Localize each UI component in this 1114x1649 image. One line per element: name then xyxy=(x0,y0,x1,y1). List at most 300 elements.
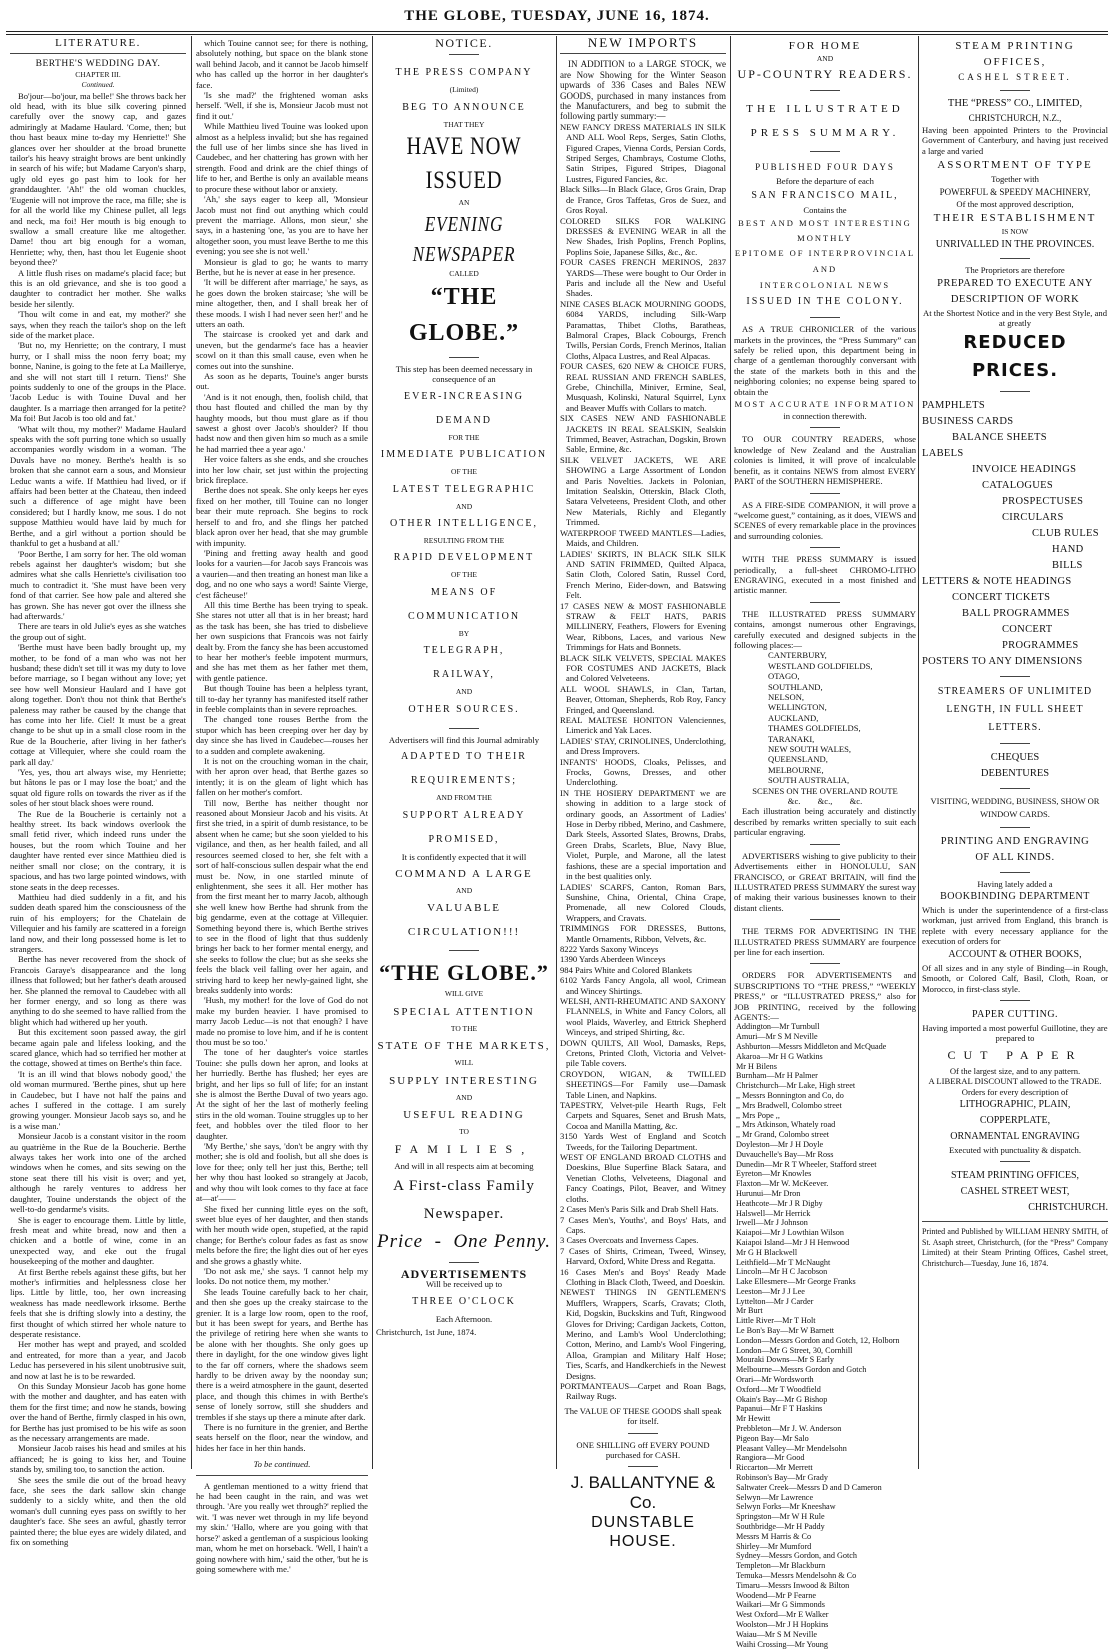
agent-item: Doyleston—Mr J H Doyle xyxy=(736,1139,824,1149)
unrivalled: UNRIVALLED IN THE PROVINCES. xyxy=(935,239,1095,251)
import-item: 8222 Yards Saxony Winceys xyxy=(560,943,659,954)
paragraph: Her mother has wept and prayed, and scolded and entreated, for more than a year, and Jacob Leduc has persevered in his silent unobtrusive suit, and now at last he is to be rewarded. xyxy=(10,1339,186,1381)
useful-reading: USEFUL READING xyxy=(403,1108,525,1121)
have-now-issued: HAVE NOW ISSUED xyxy=(406,133,522,195)
import-item: CROYDON, WIGAN, & TWILLED SHEETINGS—For Family use—Damask Table Linen, and Napkins. xyxy=(560,1068,726,1100)
printing-item: CLUB RULES xyxy=(1032,527,1099,539)
place-item: THAMES GOLDFIELDS, xyxy=(768,723,861,734)
will-label: WILL xyxy=(454,1058,474,1068)
import-item: IN THE HOSIERY DEPARTMENT we are showing in addition to a large stock of ordinary goods, an Assortment of Ladies' Hose in Derby ribbed, Merino, and Cashmere, Dark Steels, Assorted Slates, Browns, Drabs, Green Drabs, Scarlets, Blue, Navy Blue, Violet, Purple, and Marone, all the latest fashions, these are a special importation and in the best qualities only. xyxy=(560,787,726,882)
divider xyxy=(628,1466,658,1467)
appointed-text: Having been appointed Printers to the Provincial Government of Canterbury, and having just received a large and varied xyxy=(922,125,1108,156)
agent-item: Mr Hewitt xyxy=(736,1414,771,1424)
paragraph: She leads Touine carefully back to her chair, and then she goes up the creaky staircase to the grenier. It is a large low room, open to the roof, but it has been swept for years, and Berthe has the privilege of retiring here when she wants to be alone with her thoughts. She only goes up there in daylight, for the one window gives light to the far off corners, where the shadows seem hardly to be driven away by the noonday sun; there is a weird atmosphere in the gaunt, deserted place, and though this chimes in with Berthe's sense of lonely sorrow, still she shudders and trembles if she stays up there a minute after dark. xyxy=(196,1286,368,1422)
import-item: LADIES' SCARFS, Canton, Roman Bars, Sunshine, China, Oriental, China Crape, Promenade, all new Colored Clouds, Wrappers, and Cravats. xyxy=(560,881,726,923)
firm-name: J. BALLANTYNE & Co. xyxy=(570,1473,716,1513)
divider xyxy=(810,844,840,845)
agent-item: Heathcote—Mr J R Digby xyxy=(736,1198,823,1208)
scenes-overland: SCENES ON THE OVERLAND ROUTE xyxy=(752,785,898,796)
divider xyxy=(449,1262,479,1263)
agent-item: Mr G H Blackwell xyxy=(736,1247,798,1257)
and-label: AND xyxy=(455,1092,473,1102)
import-item: TRIMMINGS FOR DRESSES, Buttons, Mantle Ornaments, Ribbon, Velvets, &c. xyxy=(560,923,726,944)
for-the: FOR THE xyxy=(448,432,480,442)
monthly: MONTHLY xyxy=(797,233,853,244)
lately-added: Having lately added a xyxy=(977,878,1053,889)
divider xyxy=(810,317,840,318)
divider xyxy=(810,963,840,964)
to-the: TO THE xyxy=(450,1023,478,1033)
agent-item: Waikari—Mr G Simmonds xyxy=(736,1600,825,1610)
place-item: CANTERBURY, xyxy=(768,650,827,661)
globe-title: “THE GLOBE.” xyxy=(408,284,520,347)
paragraph: 'And is it not enough, then, foolish child, that thou hast flouted and chilled the man by thy haughty moods, but thou must glare as if thou sawest a ghost over Jacob's shoulder? If thou hadst now and then given him so much as a smile he had married thee a year ago.' xyxy=(196,391,368,454)
place-item: WELLINGTON, xyxy=(768,702,827,713)
agent-item: ,, Mr Grand, Colombo street xyxy=(736,1130,830,1140)
divider xyxy=(1000,676,1030,677)
divider xyxy=(810,493,840,494)
printing-item: POSTERS TO ANY DIMENSIONS xyxy=(922,655,1083,667)
largest-size: Of the largest size, and to any pattern. xyxy=(949,1065,1081,1076)
divider xyxy=(810,151,840,152)
divider xyxy=(810,90,840,91)
divider xyxy=(1000,1000,1030,1001)
their-establishment: THEIR ESTABLISHMENT xyxy=(933,212,1097,225)
import-item: 7 Cases of Shirts, Crimean, Tweed, Winsey, Harvard, Oxford, White Dress and Regatta. xyxy=(560,1245,726,1267)
paragraph: All this time Berthe has been trying to speak. She stares not utter all that is in her breast; hard as the task has been, she has tried to disbelieve her own suspicions that Francois was not fairly dealt by. From the fancy she has been accustomed to hear her mother's feeble impotent murmurs, and she has met them as her father met them, with gentle patience. xyxy=(196,599,368,683)
story-title: BERTHE'S WEDDING DAY. xyxy=(35,59,161,70)
printing-offices-column xyxy=(922,38,1108,1469)
divider xyxy=(810,547,840,548)
bookbinding-department: BOOKBINDING DEPARTMENT xyxy=(940,891,1090,903)
paragraph: Monsieur is glad to go; he wants to marry Berthe, but he is never at ease in her presence. xyxy=(196,256,368,277)
value-line: The VALUE OF THESE GOODS shall speak for itself. xyxy=(564,1405,722,1427)
means-of-communication: MEANS OF COMMUNICATION xyxy=(407,586,521,622)
place-item: SOUTHLAND, xyxy=(768,681,823,692)
paragraph: Bo'jour—bo'jour, ma belle!' She throws back her old head, with its blue silk covering pinned carefully over the snowy cap, and gazes admiringly at Madame Haulard. 'Come, then; but thou hast beaux mine to-day my Henriette!' She glances over her shoulder at the broad brunette tailor's his heavy straight brows are bent unkindly in search of his wife; but Madame Caryon's sharp, ugly old eyes go past him to look for her granddaughter. 'Ah!' the old woman chuckles, 'Eugenie will not improve the race, ma fille; she is for all the world like my Chinese pullet, all legs and neck, ma foi! Her mouth is big enough to swallow a small creature like me altogether. Dame! thou art big enough for a woman, Henriette; why, then, hast thou let Eugenie shoot beyond thee?' xyxy=(10,90,186,268)
each-afternoon: Each Afternoon. xyxy=(435,1313,493,1324)
divider xyxy=(1000,872,1030,873)
orders-text: ORDERS FOR ADVERTISEMENTS and SUBSCRIPTIONS TO “THE PRESS,” “WEEKLY PRESS,” or “ILLUSTRATED PRESS,” also for JOB PRINTING, received by the following AGENTS:— xyxy=(734,970,916,1022)
place-item: OTAGO, xyxy=(768,671,800,682)
advertisements-heading: ADVERTISEMENTS xyxy=(400,1266,528,1281)
paragraph: But though Touine has been a helpless tyrant, till to-day her tyranny has manifested itself rather in feeble complaints than in severe reproaches. xyxy=(196,683,368,714)
agent-item: Mr H Bilens xyxy=(736,1061,777,1071)
best-and-most: BEST AND MOST INTERESTING xyxy=(738,218,912,229)
first-class-family: A First-class Family Newspaper. xyxy=(393,1177,535,1222)
column-divider xyxy=(918,36,919,1469)
story-continuation-column xyxy=(196,38,368,1574)
agent-item: Riccarton—Mr Merrett xyxy=(736,1463,813,1473)
advertisers-text: Advertisers will find this Journal admirably xyxy=(388,734,540,745)
notice-heading: NOTICE. xyxy=(435,36,493,50)
for-home: FOR HOME xyxy=(788,40,862,52)
import-item: Black Silks—In Black Glace, Gros Grain, Drap de France, Gros Taffetas, Gros de Suez, and Gros Royal. xyxy=(560,184,726,216)
divider xyxy=(922,1221,1108,1222)
new-imports-heading: NEW IMPORTS xyxy=(587,35,699,50)
places-list xyxy=(734,650,916,785)
import-item: DOWN QUILTS, All Wool, Damasks, Reps, Cretons, Printed Cloth, Victoria and Velvet-pile Table covers. xyxy=(560,1037,726,1069)
continued-label: Continued. xyxy=(81,80,115,90)
paragraph: Monsieur Jacob is a constant visitor in the room au quatrième in the Rue de la Boucherie. Berthe always takes her work into one of the arched windows when he comes, and sits sewing on the stone seat there till his visit is over; and yet, although he rarely ventures to address her daughter, Touine understands the object of the well-to-do gendarme's visits. xyxy=(10,1131,186,1215)
paragraph: 'But no, my Henriette; on the contrary, I must hurry, or I shall miss the noon ferry boat; my bonne, Nanine, is going to the fete at La Maillerye, and she will not start till I return. Tiens!' She points suddenly to one of the groups in the Place. 'Jacob Leduc is with Touine Duval and her daughter. Is a marriage then arranged for la petite? Ma foi! But Jacob is too old and fat.' xyxy=(10,340,186,424)
paragraph: The Rue de la Boucherie is certainly not a healthy street. Its back windows overlook the small fetid river, which indeed runs under the houses, but the room which Touine and her daughter have rented ever since Matthieu died is neither small nor close; on the contrary, it is spacious, and has two large pointed windows, with stone seats in the deep recesses. xyxy=(10,808,186,892)
place-item: SOUTH AUSTRALIA, xyxy=(768,775,850,786)
support-promised: SUPPORT ALREADY PROMISED, xyxy=(402,809,526,845)
paragraph: Till now, Berthe has neither thought nor reasoned about Monsieur Jacob and his visits. At first she tried, in a spirit of dumb resistance, to be absent when he came; but she soon yielded to his vigilance, and then, as her health failed, and all resources seemed closed to her, she felt with a sort of half-conscious sullen despair what the end must be. Now, in one startled minute of enlightenment, she sees it all. Her mother has from the first meant her to marry Jacob, although she well knew how Berthe had shrunk from the big gendarme, even at the cottage at Villequier. Something beyond there is, which Berthe strives to see in the flood of light that thus suddenly brings her back to her former mental energy, and she seeks to follow the clue; but as she seeks she feels the black veil falling over her again, and striving hard to keep her newly-gained light, she breaks suddenly into words: xyxy=(196,797,368,995)
column-divider xyxy=(556,36,557,1469)
expected-text: It is confidently expected that it will xyxy=(401,851,527,862)
agents-list xyxy=(734,1022,916,1649)
agent-item: Kaiapoi—Mr J Lowthian Wilson xyxy=(736,1228,844,1238)
paragraph: The staircase is crooked yet and dark and uneven, but the gendarme's face has a heavier scowl on it than this small cause, even when he comes out into the sunshine. xyxy=(196,329,368,371)
agent-item: ,, Mrs Atkinson, Whately road xyxy=(736,1120,836,1130)
of-the: OF THE xyxy=(451,570,477,580)
steam-printing-offices: STEAM PRINTING OFFICES, xyxy=(955,40,1075,68)
state-of-markets: STATE OF THE MARKETS, xyxy=(377,1040,551,1053)
most-accurate: MOST ACCURATE INFORMATION xyxy=(734,399,916,410)
agent-item: Lyttelton—Mr J Carder xyxy=(736,1296,814,1306)
agent-item: Pigeon Bay—Mr Salo xyxy=(736,1433,809,1443)
published-four-days: PUBLISHED FOUR DAYS xyxy=(755,162,895,173)
import-item: WELSH, ANTI-RHEUMATIC AND SAXONY FLANNELS, in White and Fancy Colors, all wool Plaids, Waverley, and Ettrick Shepherd Winceys, and striped Shirting, &c. xyxy=(560,995,726,1038)
import-item: NEWEST THINGS IN GENTLEMEN'S Mufflers, Wrappers, Scarfs, Cravats; Cloth, Kid, Dogskin, Buckskins and Tuft, Ringwood Gloves for Driving; Cardigan Jackets, Cotton, Merino, and Lamb's Wool Underclothing; Cotton, Merino, and Lamb's Wool Fingering, Alloa, Grampian and Military Half Hose; Ties, Scarfs, and Handkerchiefs in the Newest Designs. xyxy=(560,1287,726,1381)
steam-printing-offices: STEAM PRINTING OFFICES, xyxy=(950,1170,1080,1182)
divider xyxy=(1000,391,1030,392)
paragraph: She fixed her cunning little eyes on the soft, sweet blue eyes of her daughter, and then stands with her mouth wide open, stupefied, at the rapid change; for Berthe's colour fades as fast as snow melts before the fire; the light dies out of her eyes and she grows a ghastly white. xyxy=(196,1203,368,1266)
agent-item: Melbourne—Messrs Gordon and Gotch xyxy=(736,1365,867,1375)
place-item: WESTLAND GOLDFIELDS, xyxy=(768,660,873,671)
agent-item: Waiau—Mr S M Neville xyxy=(736,1629,817,1639)
paragraph: 'Do not ask me,' she says. 'I cannot help my looks. Do not notice them, my mother.' xyxy=(196,1265,368,1287)
together-with: Together with xyxy=(991,174,1039,185)
called-label: CALLED xyxy=(449,268,479,278)
import-item: WATERPROOF TWEED MANTLES—Ladies, Maids, and Children. xyxy=(560,527,726,549)
divider xyxy=(449,357,479,358)
firm-house: DUNSTABLE HOUSE. xyxy=(591,1514,695,1551)
and-from-the: AND FROM THE xyxy=(436,793,492,803)
column-divider xyxy=(191,36,192,1469)
to-label: TO xyxy=(459,1126,469,1136)
printing-engraving: PRINTING AND ENGRAVING xyxy=(940,835,1090,847)
paragraph: 'Poor Berthe, I am sorry for her. The old woman rebels against her daughter's wisdom; but she admires what she calls Henriette's civilisation too much to contradict it. 'She must have been very fond of that carrier. See how pale and altered she has grown. She has never got over the illness she had afterwards.' xyxy=(10,548,186,621)
paragraph: 'Thou wilt come in and eat, my mother?' she says, when they reach the tailor's shop on the left side of the market place. xyxy=(10,309,186,340)
ornamental-engraving: ORNAMENTAL ENGRAVING xyxy=(950,1130,1080,1142)
press-company: THE “PRESS” CO., LIMITED, xyxy=(947,98,1083,109)
advertisers-text: ADVERTISERS wishing to give publicity to their Advertisements either in HONOLULU, SAN FRANCISCO, or GREAT BRITAIN, will find the ILLUSTRATED PRESS SUMMARY the surest way of making their various businesses known to their distant clients. xyxy=(734,850,916,913)
divider xyxy=(1000,743,1030,744)
import-item: BLACK SILK VELVETS, SPECIAL MAKES FOR COSTUMES AND JACKETS, Black and Colored Velveteens. xyxy=(560,652,726,684)
announce-line: BEG TO ANNOUNCE xyxy=(402,101,526,113)
rapid-development: RAPID DEVELOPMENT xyxy=(393,552,535,564)
paragraph: As soon as he departs, Touine's anger bursts out. xyxy=(196,371,368,392)
command-large: COMMAND A LARGE xyxy=(395,867,533,880)
and-label: AND xyxy=(816,54,834,63)
paragraph: 'What wilt thou, my mother?' Madame Haulard speaks with the soft purring tone which so usually accompanies wordly wisdom in a woman. 'The Duvals have no money. Berthe's health is so broken that she cannot earn a sous, and Monsieur Leduc wants a wife. If Matthieu had lived, or if affairs had been better at the Chateau, then indeed such a difference of age might have been considered; but I hardly know, me sous. I do not suppose Matthieu would have laid by much for Berthe, and a girl without a portion should be thankful to get a husband at all.' xyxy=(10,423,186,549)
paragraph: On this Sunday Monsieur Jacob has gone home with the mother and daughter, and has eaten with them for the first time; and now he stands, bowing over the hand of Berthe, firmly clasped in his own, for Berthe has just promised to be his wife as soon as the necessary arrangements are made. xyxy=(10,1381,186,1444)
import-item: 2 Cases Men's Paris Silk and Drab Shell Hats. xyxy=(560,1204,719,1215)
agent-item: Dunedin—Mr R T Wheeler, Stafford street xyxy=(736,1159,877,1169)
agent-item: Saltwater Creek—Messrs D and D Cameron xyxy=(736,1482,882,1492)
paragraph: 'It is an ill wind that blows nobody good,' the old woman murmured. 'Berthe pines, shut up here in Caudebec, but I have not half the pains and aches I suffered in the cottage. I am surely growing younger. Monsieur Jacob says so, and he is a wise man.' xyxy=(10,1068,186,1131)
before-departure: Before the departure of each xyxy=(776,176,874,187)
agent-item: Halswell—Mr Herrick xyxy=(736,1208,811,1218)
printing-item: HAND BILLS xyxy=(1052,543,1084,571)
and-label: AND xyxy=(455,687,473,697)
up-country-readers: UP-COUNTRY READERS. xyxy=(737,67,913,82)
story-body xyxy=(196,38,368,1453)
that-they: THAT THEY xyxy=(443,119,485,129)
agent-item: Le Bon's Bay—Mr W Barnett xyxy=(736,1326,835,1336)
divider xyxy=(1000,90,1030,91)
import-item: 17 CASES NEW & MOST FASHIONABLE STRAW & FELT HATS, PARIS MILLINERY, Feathers, Flowers for Evening Wear, Ribbons, Laces, and various New Trimmings for Hats and Bonnets. xyxy=(560,600,726,653)
paper-cutting: PAPER CUTTING. xyxy=(971,1008,1059,1020)
agent-item: Prebbleton—Mr J. W. Anderson xyxy=(736,1424,842,1434)
copperplate: COPPERPLATE, xyxy=(979,1114,1051,1126)
agent-item: Rangiora—Mr Good xyxy=(736,1453,805,1463)
import-item: ALL WOOL SHAWLS, in Clan, Tartan, Beaver, Ottoman, Shepherds, Rob Roy, Fancy Fringed, and Queensland. xyxy=(560,683,726,715)
and-label: AND xyxy=(455,501,473,511)
import-item: NEW FANCY DRESS MATERIALS IN SILK AND ALL Wool Reps, Serges, Satin Cloths, Figured Crapes, Vienna Cords, Persian Cords, Striped Serges, Chambrays, Costume Cloths, Satin Stripes, Figured Stripes, Diagonal Lustres, Figured Fancies, &c. xyxy=(560,121,726,184)
agent-item: Temuka—Messrs Mendelsohn & Co xyxy=(736,1571,857,1580)
valuable-circulation: VALUABLE CIRCULATION!!! xyxy=(407,902,521,939)
price-line: Price - One Penny. xyxy=(376,1230,552,1252)
paragraph: Berthe does not speak. She only keeps her eyes fixed on her mother, till Touine can no longer bear their mute reproach. She begins to rock herself to and fro, and she flings her patched black apron over her head, that she may grumble with impunity. xyxy=(196,485,368,548)
printing-item: LETTERS & NOTE HEADINGS xyxy=(922,575,1072,587)
executed-punctuality: Executed with punctuality & dispatch. xyxy=(949,1144,1081,1155)
will-give: WILL GIVE xyxy=(444,989,484,999)
liberal-discount: A LIBERAL DISCOUNT allowed to the TRADE. xyxy=(928,1076,1102,1087)
agent-item: Leithfield—Mr T McNaught xyxy=(736,1257,831,1267)
agent-item: Kaiapoi Island—Mr J H Henwood xyxy=(736,1237,850,1247)
paragraph: 'My Berthe,' she says, 'don't be angry with thy mother; she is old and foolish, but all she does is love for thee; only tell her just this, Berthe; tell her why thou hast looked so strangely at Jacob, and why thou wilt look comes to thy face at face at—at'—— xyxy=(196,1141,368,1204)
literature-column xyxy=(10,37,186,1548)
is-now: IS NOW xyxy=(1001,227,1029,237)
printing-item: CONCERT PROGRAMMES xyxy=(1002,623,1079,651)
imports-list xyxy=(560,122,726,1402)
received-text: Will be received up to xyxy=(425,1279,502,1290)
paragraph: 'Pining and fretting away health and good looks for a vaurien—for Jacob says Francois was a vaurien—and then treating an honest man like a dog, and no one who says a word! Sainte Vierge, c'est fâcheuse!' xyxy=(196,547,368,600)
issued-in-colony: ISSUED IN THE COLONY. xyxy=(746,296,904,308)
paragraph: There are tears in old Julie's eyes as she watches the group out of sight. xyxy=(10,621,186,642)
import-item: LADIES' SKIRTS, IN BLACK SILK SILK AND SATIN FRIMMED, Quilted Alpaca, Satin Cloth, Colored Satin, Russel Cord, French Merino, Eider-down, and Batswing Felt. xyxy=(560,548,726,601)
agent-item: Leeston—Mr J J Lee xyxy=(736,1286,805,1296)
printing-item: LABELS xyxy=(922,447,964,459)
divider xyxy=(196,1475,368,1476)
agent-item: Akaroa—Mr H G Watkins xyxy=(736,1051,823,1061)
import-item: FOUR CASES FRENCH MERINOS, 2837 YARDS—These were bought to Our Order in Paris and include all the New and Useful Shades. xyxy=(560,257,726,299)
imports-intro: IN ADDITION to a LARGE STOCK, we are Now Showing for the Winter Season upwards of 336 Cases and Bales NEW GOODS, purchased in many instances from the Manufacturers, and beg to submit the following partly summary:— xyxy=(560,59,726,122)
proprietors-text: The Proprietors are therefore xyxy=(965,265,1065,276)
agent-item: Sydney—Messrs Gordon, and Gotch xyxy=(736,1551,857,1561)
printing-item: CONCERT TICKETS xyxy=(952,591,1051,603)
new-imports-column xyxy=(560,35,726,1551)
notice-column xyxy=(376,38,552,1469)
an-label: AN xyxy=(458,198,470,208)
press-summary-column xyxy=(734,38,916,1649)
agent-item: ,, Mrs Pope ,, xyxy=(736,1110,780,1120)
printing-item: BALL PROGRAMMES xyxy=(962,607,1070,619)
paragraph: Berthe has never recovered from the shock of Francois Garaye's disappearance and the long illness that followed; but her father's death aroused her. She planned the removal to Caudebec with all her former energy, and so long as there was anything to do she seemed to have rallied from the blight which had withered up her youth. xyxy=(10,954,186,1027)
paragraph: 'It will be different after marriage,' he says, as he goes down the broken staircase; 'she will be mine altogether, then, and I shall break her of these moods. I wish I had never seen her!' and he utters an oath. xyxy=(196,277,368,329)
adapted-requirements: ADAPTED TO THEIR REQUIREMENTS; xyxy=(401,751,527,787)
step-text: This step has been deemed necessary in consequence of an xyxy=(395,364,533,385)
import-item: LADIES' STAY, CRINOLINES, Underclothing, and Dress Improvers. xyxy=(560,735,726,757)
agent-item: Robinson's Bay—Mr Grady xyxy=(736,1473,828,1483)
agent-item: Eyreton—Mr Knowles xyxy=(736,1169,812,1179)
column-divider xyxy=(730,36,731,1469)
resulting-from: RESULTING FROM THE xyxy=(423,536,505,546)
paragraph: The tone of her daughter's voice startles Touine: she pulls down her apron, and looks at her hurriedly. Berthe has flushed; her eyes are bright, and her lips so full of life; for an instant she is almost the Berthe Duval of two years ago. At the sight of her the last of motherly feeling stirs in the old woman. Touine struggles up to her feet, and hobbles over the tiled floor to her daughter. xyxy=(196,1047,368,1141)
divider xyxy=(10,53,186,54)
of-the: OF THE xyxy=(451,467,477,477)
paragraph: which Touine cannot see; for there is nothing, absolutely nothing, but space on the blank stone wall behind Jacob, and it cannot be Jacob himself who has called up the horror in her daughter's face. xyxy=(196,38,368,90)
description-of-work: DESCRIPTION OF WORK xyxy=(950,293,1080,305)
orders-every: Orders for every description of xyxy=(961,1086,1069,1097)
agent-item: Ashburton—Messrs Middleton and McQuade xyxy=(736,1041,887,1051)
agent-item: Woolston—Mr J H Hopkins xyxy=(736,1619,829,1629)
printing-item: INVOICE HEADINGS xyxy=(972,463,1077,475)
become-text: And will in all respects aim at becoming xyxy=(394,1161,534,1172)
paragraph: Her voice falters as she ends, and she crouches into her low chair, set just within the projecting brick fireplace. xyxy=(196,454,368,486)
san-francisco-mail: SAN FRANCISCO MAIL, xyxy=(751,189,899,201)
agent-item: Shirley—Mr Mumford xyxy=(736,1541,812,1551)
import-item: 984 Pairs White and Colored Blankets xyxy=(560,964,692,975)
limited-label: (Limited) xyxy=(449,85,479,95)
agent-item: Pleasant Valley—Mr Mendelsohn xyxy=(736,1443,847,1453)
paragraph: Matthieu had died suddenly in a fit, and his sudden death spared him the consciousness of the ruin of his employers; for the Chatelain de Villequier and his family are scattered in a foreign land now, and their long possessed home is let to strangers. xyxy=(10,891,186,954)
agent-item: Papanui—Mr F T Haskins xyxy=(736,1404,823,1414)
place-item: MELBOURNE, xyxy=(768,764,824,775)
divider xyxy=(810,919,840,920)
railway: RAILWAY, xyxy=(433,669,495,681)
paragraph: She is eager to encourage them. Little by little, fresh meat and white bread, now and then a chicken and a bottle of wine, come in an unexpected way, and eke out the frugal housekeeping of the mother and daughter. xyxy=(10,1214,186,1267)
agent-item: London—Messrs Gordon and Gotch, 12, Holborn xyxy=(736,1335,900,1345)
paragraph: It is not on the crouching woman in the chair, with her apron over head, that Berthe gazes so intently; it is on the gleam of light which has fallen on her mother's comfort. xyxy=(196,756,368,798)
place-item: QUEENSLAND, xyxy=(768,754,828,765)
import-item: REAL MALTESE HONITON Valenciennes, Limerick and Yak Laces. xyxy=(560,715,726,736)
divider xyxy=(1000,258,1030,259)
christchurch: CHRISTCHURCH. xyxy=(1028,1202,1108,1214)
agent-item: Selwyn Forks—Mr Kneeshaw xyxy=(736,1502,836,1512)
illustration-text: Each illustration being accurately and distinctly described by remarks written specially to suit each particular engraving. xyxy=(734,806,916,838)
agent-item: Hurunui—Mr Dron xyxy=(736,1188,801,1198)
account-books: ACCOUNT & OTHER BOOKS, xyxy=(948,948,1082,960)
cashel-street: CASHEL STREET. xyxy=(958,72,1072,82)
printing-item: CATALOGUES xyxy=(982,479,1053,491)
terms-text: THE TERMS FOR ADVERTISING IN THE ILLUSTRATED PRESS SUMMARY are fourpence per line for each insertion. xyxy=(734,926,916,957)
all-kinds: OF ALL KINDS. xyxy=(975,851,1055,863)
import-item: 3 Cases Overcoats and Inverness Capes. xyxy=(560,1235,699,1246)
import-item: 1390 Yards Aberdeen Winceys xyxy=(560,954,666,965)
contains-the: Contains the xyxy=(803,204,847,215)
by-label: BY xyxy=(458,628,470,638)
divider xyxy=(628,1433,658,1434)
agent-item: West Oxford—Mr E Walker xyxy=(736,1610,829,1620)
machinery: POWERFUL & SPEEDY MACHINERY, xyxy=(939,186,1091,197)
agent-item: Burnham—Mr H Palmer xyxy=(736,1071,818,1081)
masthead-rule xyxy=(6,31,1108,35)
chromo-text: WITH THE PRESS SUMMARY is issued periodically, a full-sheet CHROMO-LITHO ENGRAVING, executed in a most finished and artistic manner. xyxy=(734,554,916,596)
import-item: SIX CASES NEW AND FASHIONABLE JACKETS IN REAL SEALSKIN, Sealskin Trimmed, Beaver, Astrachan, Dogskin, Brown Sable, Ermine, &c. xyxy=(560,413,726,455)
intercolonial-news: INTERCOLONIAL NEWS xyxy=(759,280,891,291)
evening-newspaper: EVENING NEWSPAPER xyxy=(412,211,516,266)
chronicler-text: AS A TRUE CHRONICLER of the various markets in the provinces, the “Press Summary” can safely be relied upon, this department being in charge of a gentleman thoroughly conversant with the state of the markets both in this and the neighboring colonies; no expense being spared to obtain the xyxy=(734,324,916,397)
chapter-label: CHAPTER III. xyxy=(75,69,121,79)
dateline: Christchurch, 1st June, 1874. xyxy=(376,1326,477,1337)
divider xyxy=(810,602,840,603)
debentures: DEBENTURES xyxy=(980,767,1050,779)
printing-items xyxy=(922,398,1108,670)
reduced-prices: REDUCED PRICES. xyxy=(963,331,1067,381)
christchurch-nz: CHRISTCHURCH, N.Z., xyxy=(968,113,1062,123)
epitome: EPITOME OF INTERPROVINCIAL AND xyxy=(734,248,916,275)
cashel-street-west: CASHEL STREET WEST, xyxy=(960,1186,1070,1198)
agent-item: Selwyn—Mr Lawrence xyxy=(736,1492,814,1502)
telegraph: TELEGRAPH, xyxy=(423,645,505,657)
cut-paper: CUT PAPER xyxy=(947,1047,1083,1062)
special-attention: SPECIAL ATTENTION xyxy=(393,1005,535,1018)
place-item: TARANAKI, xyxy=(768,733,815,744)
column-divider xyxy=(372,36,373,1469)
import-item: 6102 Yards Fancy Angola, all wool, Crimean and Wincey Shirtings. xyxy=(560,975,726,996)
latest-telegraphic: LATEST TELEGRAPHIC xyxy=(392,483,536,495)
agent-item: Amuri—Mr S M Neville xyxy=(736,1032,818,1042)
visiting-cards: VISITING, WEDDING, BUSINESS, SHOW OR WINDOW CARDS. xyxy=(930,795,1100,819)
lithographic: LITHOGRAPHIC, PLAIN, xyxy=(959,1098,1071,1110)
paragraph: 'Berthe must have been badly brought up, my mother, to be fond of a man who was not her husband; these didn't set till it was my duty to love before marriage, so I began without any love; yet see how well Monsieur Haulard and I have got along together. Don't thou not think that Berthe's paleness may rather be caused by the change that has come into her life. Ciel! It must be a great change to be shut up in a small close room in the Rue de la Boucherie, after living in her father's cottage at Villequier, where she could roam the park all day.' xyxy=(10,642,186,767)
place-item: AUCKLAND, xyxy=(768,712,819,723)
agent-item: London—Mr G Street, 30, Cornhill xyxy=(736,1345,853,1355)
other-sources: OTHER SOURCES. xyxy=(408,703,520,715)
anecdote: A gentleman mentioned to a witty friend that he had been caught in the rain, and was wet through. 'Are you really wet through?' replied the wit. 'I was never wet through in my life beyond my skin.' 'Hallo, where are you going with that horse?' asked a gentleman of a suspicious looking man, whom he met on horseback. 'Well, I hain't a going nowhere with him,' said the other, 'but he is going somewhere with me.' xyxy=(196,1480,368,1574)
agent-item: Okain's Bay—Mr G Bishop xyxy=(736,1394,828,1404)
agent-item: Christchurch—Mr Lake, High street xyxy=(736,1081,856,1091)
company-name: THE PRESS COMPANY xyxy=(395,67,533,79)
agent-item: Lake Ellesmere—Mr George Franks xyxy=(736,1277,856,1287)
divider xyxy=(810,427,840,428)
agent-item: Waihi Crossing—Mr Young xyxy=(736,1639,828,1649)
agent-item: Mouraki Downs—Mr S Early xyxy=(736,1355,835,1365)
paragraph: 'Yes, yes, thou art always wise, my Henriette; but hâtons le pas or I may lose the boat;' and the squat old figure rolls on towards the river as if the soles of her stout black shoes were round. xyxy=(10,767,186,809)
press-summary: PRESS SUMMARY. xyxy=(750,127,900,140)
assortment-of-type: ASSORTMENT OF TYPE xyxy=(937,159,1093,172)
paragraph: At first Berthe rebels against these gifts, but her mother's infirmities and helplessness close her lips. Little by little, too, her own increasing weakness has made needlework irksome. Berthe feels that she is drifting slowly into a destiny, the first thought of which stirred her whole nature to desperate resistance. xyxy=(10,1266,186,1339)
paragraph: 'Ah,' she says eager to keep all, 'Monsieur Jacob must not find out anything which could prevent the marriage. Allons, mon sieur,' she says, in a hastening 'one, 'as you are to have her altogether soon, you must leave Berthe to me this evening; you see she is not well.' xyxy=(196,194,368,257)
paragraph: The changed tone rouses Berthe from the stupor which has been creeping over her day by day since she has lived in Caudebec—rouses her to a sudden and complete awakening. xyxy=(196,714,368,756)
printing-item: PAMPHLETS xyxy=(922,399,985,411)
import-item: 16 Cases Men's and Boys' Ready Made Clothing in Black Cloth, Tweed, and Doeskin. xyxy=(560,1266,726,1287)
sizes-text: Of all sizes and in any style of Binding—in Rough, Smooth, or Colored Calf, Basil, Cloth, Roan, or Morocco, in first-class style. xyxy=(922,962,1108,994)
paragraph: A little flush rises on madame's placid face; but this is an old grievance, and she is too good a daughter to contradict her mother. She walks beside her silently. xyxy=(10,267,186,309)
paragraph: 'Is she mad?' the frightened woman asks herself. 'Well, if she is, Monsieur Jacob must not find it out.' xyxy=(196,90,368,121)
other-intelligence: OTHER INTELLIGENCE, xyxy=(390,518,538,530)
story-body xyxy=(10,91,186,1548)
cheques: CHEQUES xyxy=(990,751,1040,763)
agent-item: Flaxton—Mr W. McKeever. xyxy=(736,1179,829,1189)
agent-item: Orari—Mr Wordsworth xyxy=(736,1375,814,1385)
import-item: 3150 Yards West of England and Scotch Tweeds, for the Tailoring Department. xyxy=(560,1131,726,1152)
ever-increasing-demand: EVER-INCREASING DEMAND xyxy=(404,390,524,426)
guillotine-text: Having imported a most powerful Guillotine, they are prepared to xyxy=(922,1022,1108,1044)
divider xyxy=(1000,1161,1030,1162)
divider xyxy=(1000,788,1030,789)
agent-item: Woodend—Mr P Fearne xyxy=(736,1590,816,1600)
import-item: COLORED SILKS FOR WALKING DRESSES & EVENING WEAR in all the New Shades, Irish Poplins, French Poplins, Poplins Soie, Japanese Silks, &c., &c. xyxy=(560,215,726,257)
place-item: NEW SOUTH WALES, xyxy=(768,744,851,755)
the-illustrated: THE ILLUSTRATED xyxy=(746,103,904,116)
imprint: Printed and Published by WILLIAM HENRY SMITH, of St. Asaph street, Christchurch, (for the “Press” Company Limited) at their Steam Printing Offices, Cashel street, Christchurch—Tuesday, June 16, 1874. xyxy=(922,1227,1108,1268)
